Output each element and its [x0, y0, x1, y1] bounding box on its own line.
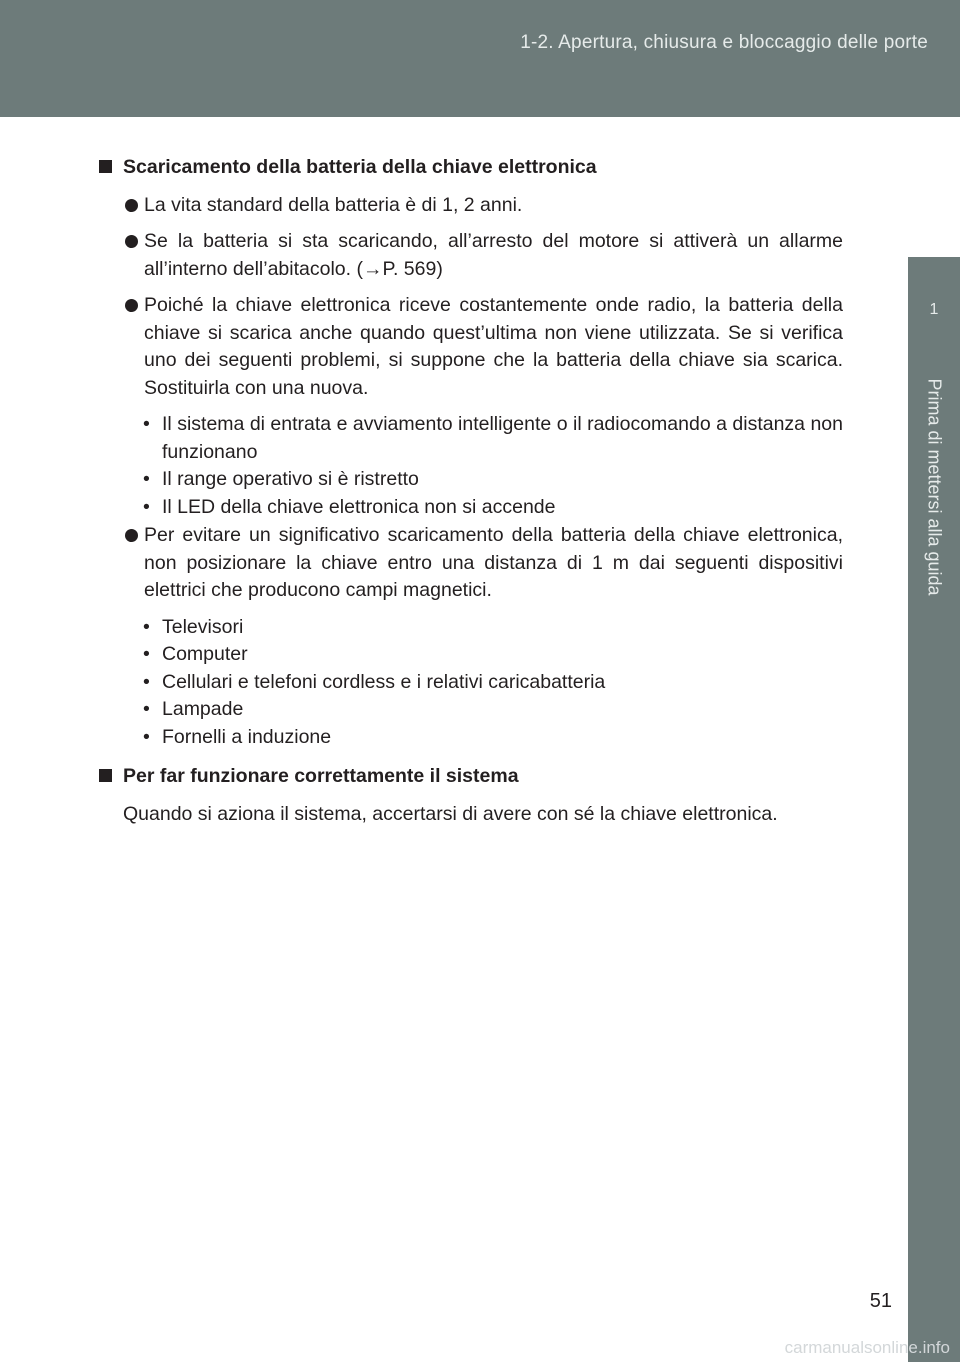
list-item: Poiché la chiave elettronica riceve costantemente onde radio, la batteria della chiave si scarica anche quando quest’ultima non viene utilizzata. Se si verifica uno dei seguenti problemi, si suppone che la batteria della chiave sia scarica. Sostituirla con una nuova. — [98, 292, 843, 402]
list-item: La vita standard della batteria è di 1, 2 anni. — [98, 192, 843, 220]
problems-list — [98, 411, 843, 521]
sub-list-item: • Computer — [98, 641, 843, 669]
small-bullet-icon: • — [143, 725, 150, 748]
sub-list-item: • Lampade — [98, 696, 843, 724]
small-bullet-icon: • — [143, 495, 150, 518]
side-tab-spacer — [908, 117, 960, 257]
small-bullet-icon: • — [143, 670, 150, 693]
sub-list-item: • Il sistema di entrata e avviamento intelligente o il radiocomando a distanza non funzionano — [143, 413, 843, 463]
round-bullet-icon — [125, 529, 138, 542]
round-bullet-icon — [125, 299, 138, 312]
sub-list-item: • Il LED della chiave elettronica non si accende — [98, 494, 843, 522]
chapter-title: 1-2. Apertura, chiusura e bloccaggio delle porte — [520, 32, 928, 53]
section-paragraph: Quando si aziona il sistema, accertarsi di avere con sé la chiave elettronica. — [123, 802, 778, 825]
chapter-side-label: Prima di mettersi alla guida — [924, 378, 945, 596]
page-number: 51 — [869, 1290, 892, 1312]
small-bullet-icon: • — [143, 698, 150, 720]
sub-list-item: • Il range operativo si è ristretto — [98, 466, 843, 494]
sub-list-item: • Televisori — [98, 614, 843, 642]
watermark: carmanualsonline.info — [784, 1338, 950, 1357]
page-content — [98, 154, 843, 828]
sub-list-item: • Fornelli a induzione — [98, 724, 843, 752]
list-item: Per evitare un significativo scaricamento della batteria della chiave elettronica, non posizionare la chiave entro una distanza di 1 m dai seguenti dispositivi elettrici che producono campi magnetici. — [98, 522, 843, 605]
chapter-number: 1 — [929, 301, 939, 318]
round-bullet-icon — [125, 199, 138, 212]
small-bullet-icon: • — [143, 413, 150, 435]
section-heading: Per far funzionare correttamente il sistema — [98, 763, 843, 791]
small-bullet-icon: • — [143, 643, 150, 665]
list-item: Se la batteria si sta scaricando, all’arresto del motore si attiverà un allarme all’interno dell’abitacolo. (→P. 569) — [98, 228, 843, 283]
page-header — [0, 0, 960, 117]
side-tab-number-box — [908, 257, 960, 357]
square-bullet-icon — [99, 769, 112, 782]
devices-list — [98, 614, 843, 752]
section-heading: Scaricamento della batteria della chiave elettronica — [98, 154, 843, 182]
round-bullet-icon — [125, 235, 138, 248]
sub-list-item: • Cellulari e telefoni cordless e i relativi caricabatteria — [98, 669, 843, 697]
small-bullet-icon: • — [143, 615, 150, 638]
small-bullet-icon: • — [143, 468, 150, 490]
square-bullet-icon — [99, 160, 112, 173]
